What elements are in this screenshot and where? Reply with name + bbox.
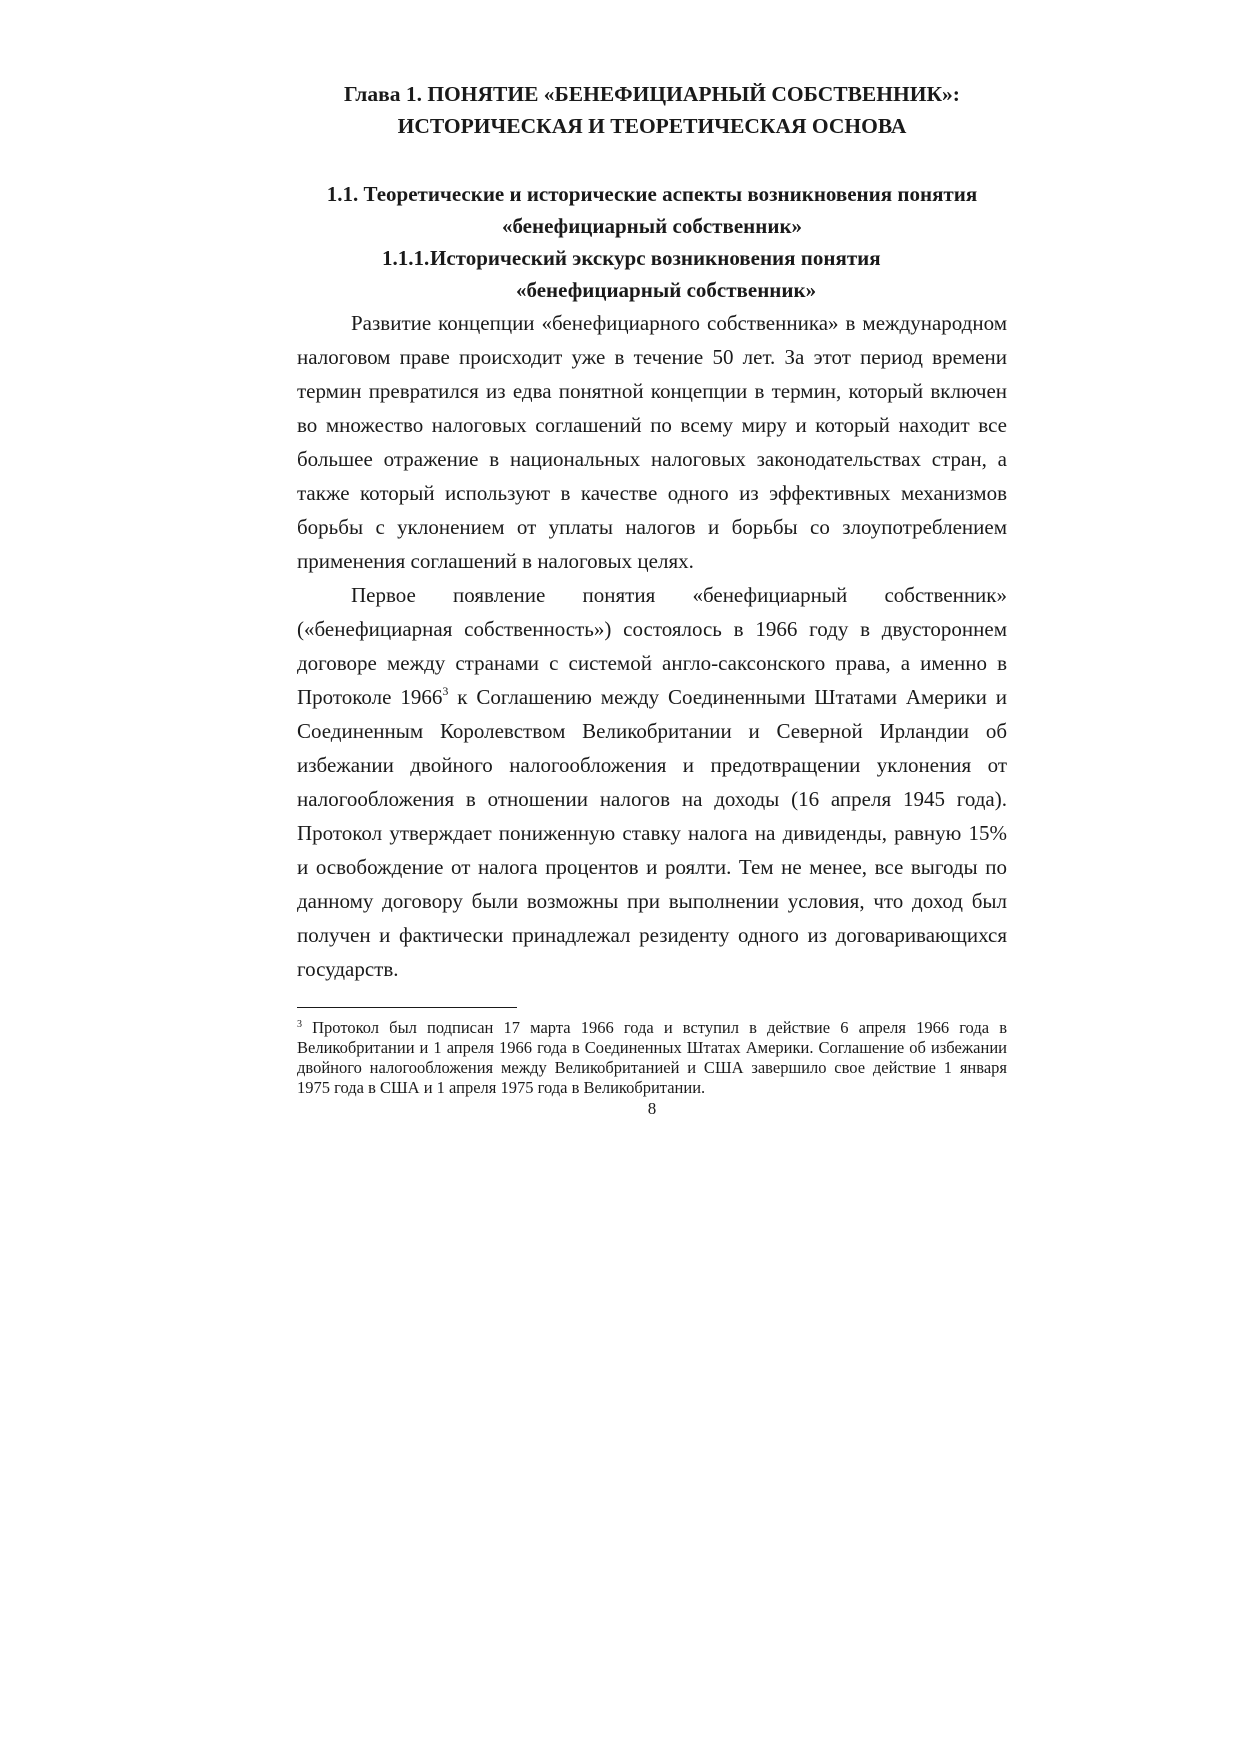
page-content [297,78,1007,1119]
footnote-reference: 3 [442,684,449,698]
footnote [297,1018,1007,1098]
paragraph-2 [297,578,1007,986]
page-number: 8 [647,1099,657,1118]
footnote-separator [297,1007,517,1008]
chapter-title [297,78,1007,142]
section-title-line1: 1.1. Теоретические и исторические аспекты возникновения понятия [326,182,978,206]
footnote-mark: 3 [297,1019,302,1030]
footnote-text: Протокол был подписан 17 марта 1966 года и вступил в действие 6 апреля 1966 года в Великобритании и 1 апреля 1966 года в Соединенных Штатах Америки. Соглашение об избежании двойного налогообложения между Великобританией и США завершило свое действие 1 января 1975 года в США и 1 апреля 1975 года в Великобритании. [297,1018,1007,1097]
subsection-number: 1.1.1. [382,246,430,270]
paragraph-2-text-b: к Соглашению между Соединенными Штатами Америки и Соединенным Королевством Великобритании и Северной Ирландии об избежании двойного налогообложения и предотвращении уклонения от налогообложения в отношении налогов на доходы (16 апреля 1945 года). Протокол утверждает пониженную ставку налога на дивиденды, равную 15% и освобождение от налога процентов и роялти. Тем не менее, все выгоды по данному договору были возможны при выполнении условия, что доход был получен и фактически принадлежал резиденту одного из договаривающихся государств. [297,685,1007,981]
paragraph-2-text-a: Первое появление понятия «бенефициарный собственник» («бенефициарная собственность») состоялось в 1966 году в двустороннем договоре между странами с системой англо-саксонского права, а именно в Протоколе 1966 [297,583,1007,709]
section-title-line2: «бенефициарный собственник» [501,214,803,238]
chapter-title-line2: ИСТОРИЧЕСКАЯ И ТЕОРЕТИЧЕСКАЯ ОСНОВА [397,114,907,138]
subsection-title-line2: «бенефициарный собственник» [516,278,817,302]
section-title [297,178,1007,242]
paragraph-1: Развитие концепции «бенефициарного собственника» в международном налоговом праве происходит уже в течение 50 лет. За этот период времени термин превратился из едва понятной концепции в термин, который включен во множество налоговых соглашений по всему миру и который находит все большее отражение в национальных налоговых законодательствах стран, а также который используют в качестве одного из эффективных механизмов борьбы с уклонением от уплаты налогов и борьбы со злоупотреблением применения соглашений в налоговых целях. [297,311,1007,573]
subsection-title-line1: Исторический экскурс возникновения понятия [430,246,881,270]
subsection-title [297,242,1007,306]
chapter-title-line1: Глава 1. ПОНЯТИЕ «БЕНЕФИЦИАРНЫЙ СОБСТВЕННИК»: [344,82,960,106]
